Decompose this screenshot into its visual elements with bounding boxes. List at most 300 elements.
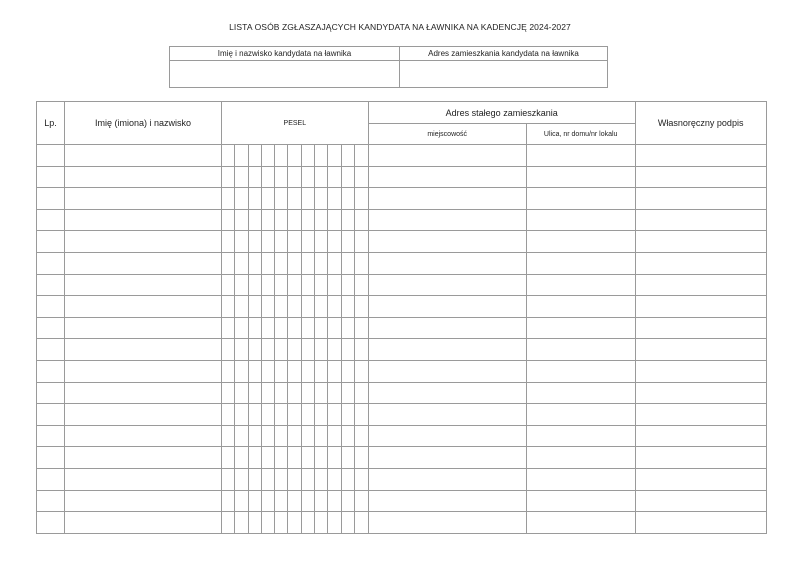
city-cell[interactable] [368,317,526,339]
city-cell[interactable] [368,490,526,512]
street-cell[interactable] [526,296,635,318]
full-name-cell[interactable] [65,447,222,469]
pesel-digit-cell[interactable] [328,404,341,426]
signature-cell[interactable] [635,231,766,253]
pesel-digit-cell[interactable] [341,296,354,318]
pesel-digit-cell[interactable] [275,360,288,382]
pesel-digit-cell[interactable] [354,512,368,534]
full-name-cell[interactable] [65,231,222,253]
pesel-digit-cell[interactable] [261,468,274,490]
signature-cell[interactable] [635,296,766,318]
full-name-cell[interactable] [65,339,222,361]
pesel-digit-cell[interactable] [315,296,328,318]
city-cell[interactable] [368,166,526,188]
pesel-digit-cell[interactable] [248,274,261,296]
pesel-digit-cell[interactable] [248,231,261,253]
pesel-digit-cell[interactable] [328,339,341,361]
pesel-digit-cell[interactable] [354,274,368,296]
pesel-digit-cell[interactable] [341,447,354,469]
pesel-digit-cell[interactable] [235,209,248,231]
full-name-cell[interactable] [65,188,222,210]
pesel-digit-cell[interactable] [301,188,314,210]
pesel-digit-cell[interactable] [261,425,274,447]
pesel-digit-cell[interactable] [248,360,261,382]
table-row [37,382,767,404]
pesel-digit-cell[interactable] [301,209,314,231]
full-name-cell[interactable] [65,468,222,490]
pesel-digit-cell[interactable] [275,425,288,447]
pesel-digit-cell[interactable] [261,512,274,534]
pesel-digit-cell[interactable] [235,382,248,404]
pesel-digit-cell[interactable] [248,209,261,231]
street-cell[interactable] [526,425,635,447]
signature-header: Własnoręczny podpis [635,102,766,145]
pesel-digit-cell[interactable] [301,339,314,361]
pesel-digit-cell[interactable] [341,188,354,210]
pesel-digit-cell[interactable] [341,404,354,426]
candidate-name-header: Imię i nazwisko kandydata na ławnika [170,47,400,61]
city-cell[interactable] [368,425,526,447]
pesel-digit-cell[interactable] [354,317,368,339]
pesel-digit-cell[interactable] [301,166,314,188]
signature-cell[interactable] [635,188,766,210]
pesel-digit-cell[interactable] [301,145,314,167]
lp-cell[interactable] [37,166,65,188]
full-name-cell[interactable] [65,296,222,318]
pesel-digit-cell[interactable] [275,468,288,490]
pesel-digit-cell[interactable] [354,145,368,167]
pesel-digit-cell[interactable] [288,188,301,210]
pesel-digit-cell[interactable] [248,188,261,210]
pesel-digit-cell[interactable] [341,339,354,361]
city-cell[interactable] [368,252,526,274]
full-name-cell[interactable] [65,425,222,447]
pesel-digit-cell[interactable] [261,166,274,188]
city-cell[interactable] [368,404,526,426]
pesel-digit-cell[interactable] [315,188,328,210]
street-cell[interactable] [526,490,635,512]
pesel-digit-cell[interactable] [261,360,274,382]
city-cell[interactable] [368,468,526,490]
pesel-digit-cell[interactable] [222,382,235,404]
pesel-digit-cell[interactable] [341,512,354,534]
pesel-digit-cell[interactable] [315,360,328,382]
pesel-digit-cell[interactable] [315,512,328,534]
signature-cell[interactable] [635,209,766,231]
pesel-digit-cell[interactable] [301,274,314,296]
full-name-cell[interactable] [65,360,222,382]
pesel-digit-cell[interactable] [288,382,301,404]
pesel-digit-cell[interactable] [275,166,288,188]
pesel-digit-cell[interactable] [341,145,354,167]
lp-cell[interactable] [37,317,65,339]
pesel-digit-cell[interactable] [261,447,274,469]
pesel-digit-cell[interactable] [261,404,274,426]
pesel-digit-cell[interactable] [288,274,301,296]
pesel-digit-cell[interactable] [341,317,354,339]
pesel-digit-cell[interactable] [354,382,368,404]
pesel-digit-cell[interactable] [235,360,248,382]
pesel-digit-cell[interactable] [261,317,274,339]
pesel-digit-cell[interactable] [261,188,274,210]
street-cell[interactable] [526,382,635,404]
pesel-digit-cell[interactable] [288,339,301,361]
pesel-digit-cell[interactable] [288,360,301,382]
full-name-cell[interactable] [65,145,222,167]
pesel-digit-cell[interactable] [235,339,248,361]
pesel-digit-cell[interactable] [275,252,288,274]
pesel-digit-cell[interactable] [354,231,368,253]
pesel-digit-cell[interactable] [222,296,235,318]
pesel-digit-cell[interactable] [328,468,341,490]
city-cell[interactable] [368,145,526,167]
lp-cell[interactable] [37,252,65,274]
pesel-digit-cell[interactable] [341,209,354,231]
pesel-digit-cell[interactable] [301,425,314,447]
pesel-digit-cell[interactable] [235,188,248,210]
pesel-digit-cell[interactable] [275,274,288,296]
pesel-digit-cell[interactable] [222,145,235,167]
lp-cell[interactable] [37,512,65,534]
pesel-digit-cell[interactable] [341,490,354,512]
pesel-digit-cell[interactable] [261,296,274,318]
lp-cell[interactable] [37,468,65,490]
pesel-digit-cell[interactable] [222,447,235,469]
pesel-digit-cell[interactable] [222,188,235,210]
lp-cell[interactable] [37,231,65,253]
street-cell[interactable] [526,274,635,296]
pesel-digit-cell[interactable] [275,296,288,318]
lp-cell[interactable] [37,382,65,404]
street-cell[interactable] [526,252,635,274]
street-cell[interactable] [526,231,635,253]
pesel-digit-cell[interactable] [328,317,341,339]
city-cell[interactable] [368,209,526,231]
pesel-digit-cell[interactable] [222,512,235,534]
pesel-digit-cell[interactable] [288,252,301,274]
street-cell[interactable] [526,404,635,426]
pesel-digit-cell[interactable] [275,382,288,404]
pesel-digit-cell[interactable] [235,145,248,167]
pesel-digit-cell[interactable] [235,447,248,469]
pesel-digit-cell[interactable] [301,404,314,426]
pesel-digit-cell[interactable] [261,209,274,231]
pesel-digit-cell[interactable] [248,252,261,274]
signature-cell[interactable] [635,339,766,361]
candidate-name-field[interactable] [170,61,400,88]
full-name-cell[interactable] [65,274,222,296]
pesel-digit-cell[interactable] [222,209,235,231]
pesel-digit-cell[interactable] [235,274,248,296]
pesel-digit-cell[interactable] [354,166,368,188]
pesel-digit-cell[interactable] [354,404,368,426]
full-name-cell[interactable] [65,209,222,231]
pesel-digit-cell[interactable] [235,231,248,253]
candidate-address-header: Adres zamieszkania kandydata na ławnika [400,47,608,61]
street-cell[interactable] [526,360,635,382]
pesel-digit-cell[interactable] [275,404,288,426]
pesel-digit-cell[interactable] [248,339,261,361]
table-row [37,188,767,210]
pesel-digit-cell[interactable] [341,360,354,382]
pesel-digit-cell[interactable] [315,231,328,253]
pesel-digit-cell[interactable] [248,404,261,426]
pesel-digit-cell[interactable] [328,425,341,447]
signature-cell[interactable] [635,490,766,512]
pesel-digit-cell[interactable] [354,252,368,274]
pesel-digit-cell[interactable] [354,490,368,512]
signature-cell[interactable] [635,447,766,469]
pesel-digit-cell[interactable] [301,296,314,318]
city-cell[interactable] [368,274,526,296]
pesel-digit-cell[interactable] [301,447,314,469]
pesel-digit-cell[interactable] [275,145,288,167]
pesel-digit-cell[interactable] [235,404,248,426]
pesel-digit-cell[interactable] [275,339,288,361]
lp-cell[interactable] [37,425,65,447]
pesel-digit-cell[interactable] [222,274,235,296]
pesel-digit-cell[interactable] [222,360,235,382]
lp-cell[interactable] [37,339,65,361]
pesel-digit-cell[interactable] [354,296,368,318]
pesel-digit-cell[interactable] [328,382,341,404]
pesel-digit-cell[interactable] [222,425,235,447]
pesel-digit-cell[interactable] [235,425,248,447]
pesel-digit-cell[interactable] [222,339,235,361]
pesel-digit-cell[interactable] [301,382,314,404]
pesel-digit-cell[interactable] [301,468,314,490]
city-cell[interactable] [368,447,526,469]
pesel-digit-cell[interactable] [315,209,328,231]
pesel-digit-cell[interactable] [235,512,248,534]
pesel-digit-cell[interactable] [328,447,341,469]
pesel-digit-cell[interactable] [341,166,354,188]
pesel-digit-cell[interactable] [275,447,288,469]
street-cell[interactable] [526,447,635,469]
pesel-digit-cell[interactable] [354,360,368,382]
pesel-digit-cell[interactable] [301,512,314,534]
pesel-digit-cell[interactable] [248,166,261,188]
pesel-digit-cell[interactable] [288,166,301,188]
pesel-digit-cell[interactable] [248,317,261,339]
pesel-digit-cell[interactable] [275,317,288,339]
pesel-digit-cell[interactable] [248,382,261,404]
pesel-digit-cell[interactable] [315,404,328,426]
lp-cell[interactable] [37,274,65,296]
full-name-cell[interactable] [65,317,222,339]
pesel-digit-cell[interactable] [235,166,248,188]
table-row [37,296,767,318]
signature-cell[interactable] [635,166,766,188]
pesel-digit-cell[interactable] [288,447,301,469]
pesel-digit-cell[interactable] [315,274,328,296]
signature-cell[interactable] [635,360,766,382]
street-cell[interactable] [526,188,635,210]
pesel-digit-cell[interactable] [315,339,328,361]
pesel-digit-cell[interactable] [235,317,248,339]
pesel-digit-cell[interactable] [248,512,261,534]
pesel-digit-cell[interactable] [315,425,328,447]
pesel-digit-cell[interactable] [261,490,274,512]
city-cell[interactable] [368,382,526,404]
pesel-digit-cell[interactable] [328,188,341,210]
pesel-digit-cell[interactable] [315,166,328,188]
pesel-digit-cell[interactable] [315,317,328,339]
pesel-digit-cell[interactable] [301,252,314,274]
pesel-digit-cell[interactable] [235,468,248,490]
pesel-digit-cell[interactable] [315,468,328,490]
pesel-digit-cell[interactable] [275,188,288,210]
signature-cell[interactable] [635,252,766,274]
city-cell[interactable] [368,512,526,534]
pesel-digit-cell[interactable] [248,145,261,167]
pesel-digit-cell[interactable] [222,404,235,426]
lp-cell[interactable] [37,145,65,167]
pesel-digit-cell[interactable] [315,447,328,469]
pesel-digit-cell[interactable] [222,166,235,188]
pesel-digit-cell[interactable] [328,252,341,274]
lp-cell[interactable] [37,360,65,382]
pesel-digit-cell[interactable] [341,252,354,274]
pesel-digit-cell[interactable] [288,512,301,534]
pesel-digit-cell[interactable] [341,425,354,447]
full-name-cell[interactable] [65,166,222,188]
pesel-digit-cell[interactable] [354,468,368,490]
signature-cell[interactable] [635,468,766,490]
pesel-digit-cell[interactable] [275,490,288,512]
pesel-digit-cell[interactable] [341,382,354,404]
pesel-digit-cell[interactable] [261,145,274,167]
table-row [37,145,767,167]
pesel-digit-cell[interactable] [288,404,301,426]
pesel-digit-cell[interactable] [328,296,341,318]
city-cell[interactable] [368,360,526,382]
pesel-digit-cell[interactable] [288,296,301,318]
full-name-cell[interactable] [65,490,222,512]
pesel-digit-cell[interactable] [328,360,341,382]
pesel-digit-cell[interactable] [301,490,314,512]
pesel-digit-cell[interactable] [288,231,301,253]
street-cell[interactable] [526,468,635,490]
lp-cell[interactable] [37,188,65,210]
pesel-digit-cell[interactable] [315,145,328,167]
pesel-digit-cell[interactable] [248,468,261,490]
signature-cell[interactable] [635,512,766,534]
pesel-digit-cell[interactable] [328,274,341,296]
pesel-digit-cell[interactable] [341,468,354,490]
pesel-digit-cell[interactable] [222,317,235,339]
lp-cell[interactable] [37,296,65,318]
pesel-digit-cell[interactable] [248,490,261,512]
pesel-digit-cell[interactable] [301,317,314,339]
street-cell[interactable] [526,339,635,361]
pesel-digit-cell[interactable] [248,447,261,469]
pesel-digit-cell[interactable] [222,468,235,490]
pesel-digit-cell[interactable] [315,252,328,274]
city-cell[interactable] [368,339,526,361]
full-name-cell[interactable] [65,404,222,426]
pesel-digit-cell[interactable] [235,490,248,512]
pesel-digit-cell[interactable] [288,145,301,167]
city-cell[interactable] [368,188,526,210]
street-cell[interactable] [526,209,635,231]
street-cell[interactable] [526,145,635,167]
pesel-digit-cell[interactable] [261,382,274,404]
pesel-digit-cell[interactable] [354,339,368,361]
street-cell[interactable] [526,317,635,339]
signature-cell[interactable] [635,317,766,339]
pesel-digit-cell[interactable] [261,274,274,296]
pesel-digit-cell[interactable] [328,512,341,534]
pesel-digit-cell[interactable] [328,166,341,188]
pesel-digit-cell[interactable] [315,382,328,404]
pesel-digit-cell[interactable] [288,209,301,231]
pesel-digit-cell[interactable] [261,231,274,253]
pesel-digit-cell[interactable] [328,490,341,512]
table-row [37,209,767,231]
street-cell[interactable] [526,166,635,188]
pesel-digit-cell[interactable] [341,274,354,296]
signature-cell[interactable] [635,425,766,447]
pesel-digit-cell[interactable] [301,231,314,253]
pesel-digit-cell[interactable] [288,468,301,490]
pesel-digit-cell[interactable] [288,425,301,447]
lp-cell[interactable] [37,404,65,426]
signature-cell[interactable] [635,382,766,404]
pesel-digit-cell[interactable] [235,252,248,274]
pesel-digit-cell[interactable] [261,252,274,274]
pesel-digit-cell[interactable] [288,490,301,512]
pesel-digit-cell[interactable] [261,339,274,361]
candidate-info-table [169,46,608,88]
pesel-digit-cell[interactable] [354,425,368,447]
pesel-digit-cell[interactable] [354,447,368,469]
pesel-digit-cell[interactable] [328,209,341,231]
pesel-digit-cell[interactable] [275,231,288,253]
pesel-digit-cell[interactable] [222,252,235,274]
pesel-digit-cell[interactable] [275,209,288,231]
full-name-cell[interactable] [65,252,222,274]
signature-cell[interactable] [635,404,766,426]
full-name-cell[interactable] [65,512,222,534]
street-cell[interactable] [526,512,635,534]
table-row [37,425,767,447]
lp-cell[interactable] [37,447,65,469]
full-name-cell[interactable] [65,382,222,404]
pesel-digit-cell[interactable] [354,188,368,210]
city-cell[interactable] [368,296,526,318]
signature-cell[interactable] [635,274,766,296]
pesel-digit-cell[interactable] [248,296,261,318]
candidate-address-field[interactable] [400,61,608,88]
pesel-digit-cell[interactable] [315,490,328,512]
pesel-digit-cell[interactable] [341,231,354,253]
lp-cell[interactable] [37,490,65,512]
pesel-digit-cell[interactable] [328,145,341,167]
lp-cell[interactable] [37,209,65,231]
pesel-digit-cell[interactable] [222,490,235,512]
pesel-digit-cell[interactable] [275,512,288,534]
pesel-digit-cell[interactable] [235,296,248,318]
signature-cell[interactable] [635,145,766,167]
city-cell[interactable] [368,231,526,253]
pesel-digit-cell[interactable] [328,231,341,253]
pesel-digit-cell[interactable] [248,425,261,447]
pesel-digit-cell[interactable] [288,317,301,339]
pesel-digit-cell[interactable] [354,209,368,231]
pesel-digit-cell[interactable] [301,360,314,382]
pesel-digit-cell[interactable] [222,231,235,253]
